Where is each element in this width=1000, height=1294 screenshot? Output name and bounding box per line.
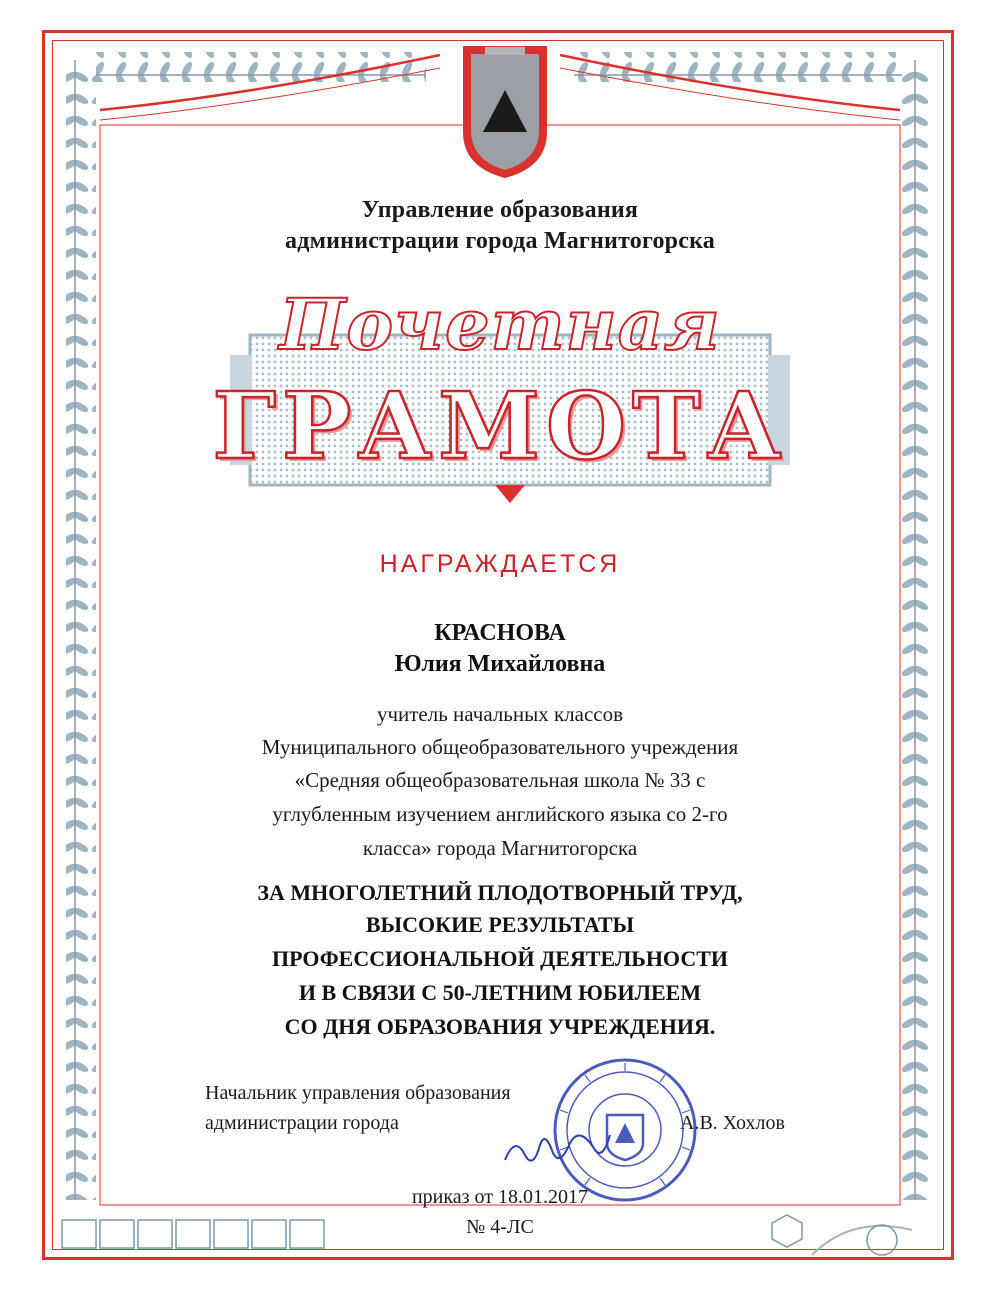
order-date: приказ от 18.01.2017 <box>411 1186 589 1208</box>
bottom-ornament <box>52 1205 944 1260</box>
position-line: «Средняя общеобразовательная школа № 33 с <box>294 768 706 792</box>
reason-line: ПРОФЕССИОНАЛЬНОЙ ДЕЯТЕЛЬНОСТИ <box>271 946 728 971</box>
title-script: Почетная <box>279 283 721 366</box>
position-line: углубленным изучением английского языка со 2-го <box>272 802 728 826</box>
city-coat-of-arms-icon <box>455 42 555 182</box>
signer-title-line-2: администрации города <box>205 1112 399 1134</box>
recipient-surname: КРАСНОВА <box>434 620 566 646</box>
reason-line: ЗА МНОГОЛЕТНИЙ ПЛОДОТВОРНЫЙ ТРУД, <box>257 880 743 905</box>
handwritten-signature <box>495 1115 615 1175</box>
signer-title-line-1: Начальник управления образования <box>205 1082 511 1104</box>
title-main: ГРАМОТА <box>212 372 788 480</box>
organization-line-2: администрации города Магнитогорска <box>285 228 715 254</box>
reason-line: И В СВЯЗИ С 50-ЛЕТНИМ ЮБИЛЕЕМ <box>298 980 702 1005</box>
recipient-given-names: Юлия Михайловна <box>394 651 606 677</box>
signer-name: А.В. Хохлов <box>680 1112 785 1134</box>
position-line: Муниципального общеобразовательного учреждения <box>261 735 739 759</box>
organization-line-1: Управление образования <box>361 197 639 223</box>
order-number: № 4-ЛС <box>466 1216 534 1238</box>
reason-line: СО ДНЯ ОБРАЗОВАНИЯ УЧРЕЖДЕНИЯ. <box>284 1014 716 1039</box>
reason-line: ВЫСОКИЕ РЕЗУЛЬТАТЫ <box>365 912 635 937</box>
position-line: класса» города Магнитогорска <box>362 836 638 860</box>
position-line: учитель начальных классов <box>376 702 624 726</box>
awarded-label: НАГРАЖДАЕТСЯ <box>379 550 621 578</box>
